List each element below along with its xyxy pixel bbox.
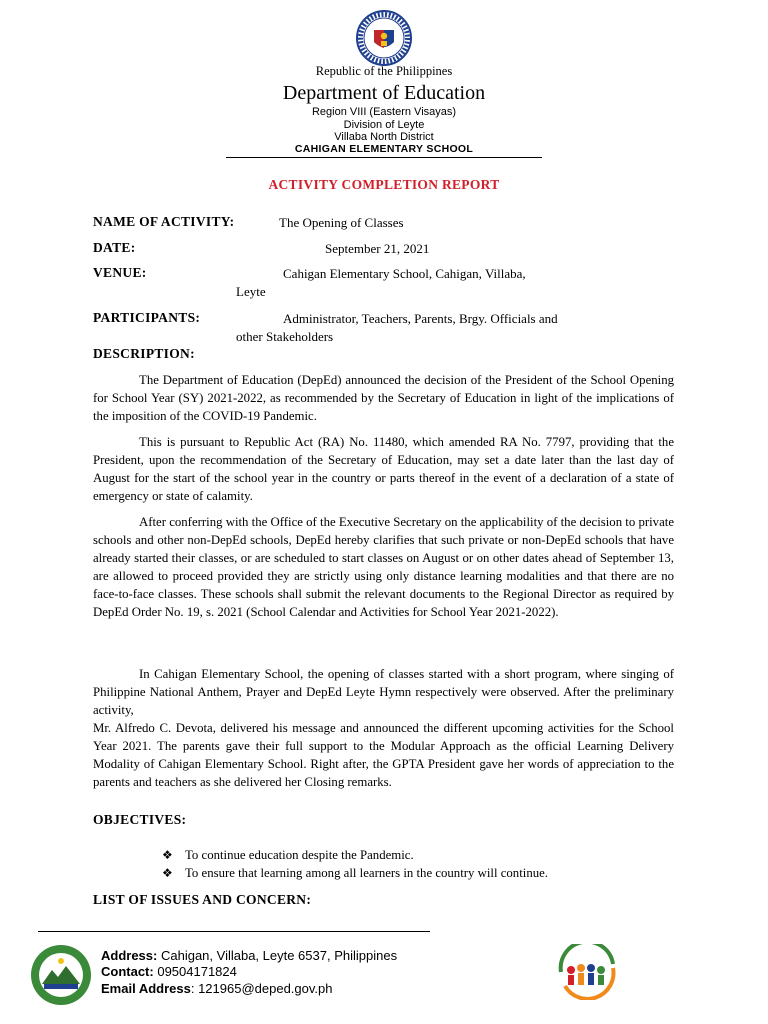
partner-logo-icon	[553, 944, 621, 1000]
description-paragraph-4b: Mr. Alfredo C. Devota, delivered his message and announced the different upcoming activities for the School Year 2021. The parents gave their full support to the Modular Approach as the official Learning Delivery Modality of Cahigan Elementary School. Right after, the GPTA President gave her words of appreciation to the parents and teachers as she delivered her Closing remarks.	[93, 721, 674, 789]
footer-divider	[38, 931, 430, 932]
district-line: Villaba North District	[334, 131, 434, 143]
footer-contact-label: Contact:	[101, 964, 154, 979]
footer-address	[101, 948, 397, 963]
activity-label: NAME OF ACTIVITY:	[93, 214, 235, 229]
date-label: DATE:	[93, 240, 136, 255]
footer-address-label: Address:	[101, 948, 158, 963]
activity-value: The Opening of Classes	[279, 215, 404, 230]
description-paragraph-3: After conferring with the Office of the Executive Secretary on the applicability of the decision to private schools and other non-DepEd schools, DepEd hereby clarifies that such private or non-DepEd schools that have already started their classes, or are scheduled to start classes on August or on other dates ahead of September 13, are allowed to proceed provided they are strictly using only distance learning modalities and that there are no face-to-face classes. These schools shall submit the relevant documents to the Regional Director as required by DepEd Order No. 19, s. 2021 (School Calendar and Activities for School Year 2021-2022).	[93, 515, 674, 619]
footer-contact-value: 09504171824	[157, 964, 237, 979]
header-divider	[226, 157, 542, 158]
description-paragraph-4a: In Cahigan Elementary School, the opening of classes started with a short program, where singing of Philippine National Anthem, Prayer and DepEd Leyte Hymn respectively were observed. After the preliminary activity,	[93, 667, 674, 717]
objective-item	[160, 864, 548, 882]
participants-value-line1: Administrator, Teachers, Parents, Brgy. Officials and	[283, 311, 558, 326]
footer-email-label: Email Address	[101, 981, 191, 996]
participants-value-line2: other Stakeholders	[236, 329, 334, 344]
footer-email-value: 121965@deped.gov.ph	[198, 981, 333, 996]
venue-value-line2: Leyte	[236, 284, 266, 299]
objective-text: To continue education despite the Pandemic.	[185, 848, 414, 862]
four-diamond-bullet-icon: ❖	[162, 848, 173, 862]
school-name: CAHIGAN ELEMENTARY SCHOOL	[294, 143, 474, 155]
division-line: Division of Leyte	[343, 119, 425, 131]
description-paragraph-2: This is pursuant to Republic Act (RA) No. 11480, which amended RA No. 7797, providing that the President, upon the recommendation of the Secretary of Education, may set a date later than the last day of August for the start of the school year in the country or parts thereof in the event of a declaration of a state of emergency or state of calamity.	[93, 435, 674, 503]
objectives-list	[160, 846, 548, 882]
objective-item	[160, 846, 548, 864]
date-value: September 21, 2021	[325, 241, 430, 256]
republic-line: Republic of the Philippines	[315, 64, 453, 78]
footer-email: Email Address: 121965@deped.gov.ph	[101, 981, 333, 996]
venue-value-line1: Cahigan Elementary School, Cahigan, Villaba,	[283, 266, 526, 281]
four-diamond-bullet-icon: ❖	[162, 866, 173, 880]
participants-label: PARTICIPANTS:	[93, 310, 201, 325]
deped-seal-icon	[356, 10, 412, 66]
issues-label: LIST OF ISSUES AND CONCERN:	[93, 892, 312, 907]
description-paragraph-1: The Department of Education (DepEd) announced the decision of the President of the School Opening for School Year (SY) 2021-2022, as recommended by the Secretary of Education in light of the implications of the imposition of the COVID-19 Pandemic.	[93, 373, 674, 423]
department-name: Department of Education	[282, 82, 486, 104]
school-logo-icon	[30, 944, 92, 1006]
footer-address-value: Cahigan, Villaba, Leyte 6537, Philippines	[160, 948, 398, 963]
description-label: DESCRIPTION:	[93, 346, 195, 361]
report-title: ACTIVITY COMPLETION REPORT	[268, 177, 500, 192]
footer-contact	[101, 964, 237, 979]
objectives-label: OBJECTIVES:	[93, 812, 187, 827]
region-line: Region VIII (Eastern Visayas)	[311, 106, 457, 118]
objective-text: To ensure that learning among all learners in the country will continue.	[185, 866, 548, 880]
venue-label: VENUE:	[93, 265, 147, 280]
